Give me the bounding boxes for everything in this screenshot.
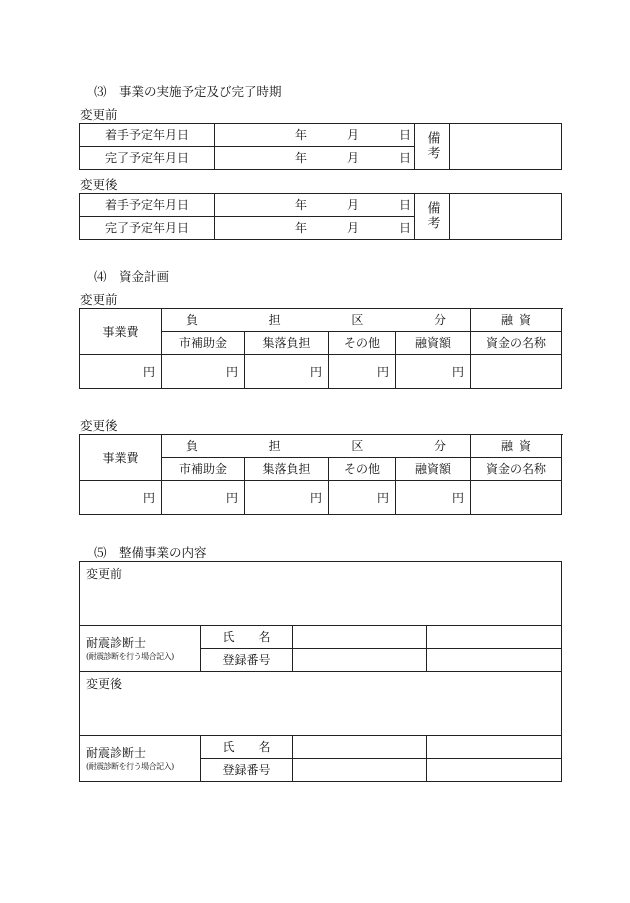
col-fund-name: 資金の名称 <box>471 332 562 355</box>
section4-before-label: 変更前 <box>80 292 118 307</box>
year-label: 年 <box>295 221 308 235</box>
remarks-label: 備考 <box>415 194 450 240</box>
registration-field-extra[interactable] <box>427 649 562 672</box>
month-label: 月 <box>347 221 360 235</box>
start-date-label: 着手予定年月日 <box>80 124 215 147</box>
col-loan-amount: 融資額 <box>396 332 471 355</box>
section5-heading: ⑸ 整備事業の内容 <box>94 545 207 560</box>
registration-field[interactable] <box>293 759 427 782</box>
jigyouhi-header: 事業費 <box>80 309 162 355</box>
name-label: 氏 名 <box>201 736 293 759</box>
diagnostician-label: 耐震診断士 <box>86 745 147 760</box>
year-label: 年 <box>295 198 308 212</box>
other-field[interactable]: 円 <box>329 355 396 389</box>
remarks-field[interactable] <box>450 194 562 240</box>
section3-heading: ⑶ 事業の実施予定及び完了時期 <box>94 84 282 99</box>
content-after-area[interactable] <box>80 672 562 736</box>
fund-name-field[interactable] <box>471 481 562 515</box>
start-date-label: 着手予定年月日 <box>80 194 215 217</box>
registration-label: 登録番号 <box>201 759 293 782</box>
col-other: その他 <box>329 458 396 481</box>
end-date-label: 完了予定年月日 <box>80 147 215 170</box>
funding-table-after <box>79 434 562 515</box>
funding-table-before <box>79 308 562 389</box>
fund-name-field[interactable] <box>471 355 562 389</box>
start-date-field[interactable] <box>215 124 415 147</box>
section4-heading: ⑷ 資金計画 <box>94 269 170 284</box>
day-label: 日 <box>399 151 412 165</box>
day-label: 日 <box>399 128 412 142</box>
diagnostician-cell <box>80 736 201 782</box>
futan-kubun-header: 負 担 区 分 <box>162 309 471 332</box>
loan-amount-field[interactable]: 円 <box>396 355 471 389</box>
other-field[interactable]: 円 <box>329 481 396 515</box>
name-field[interactable] <box>293 626 427 649</box>
city-subsidy-field[interactable]: 円 <box>162 355 245 389</box>
jigyouhi-header: 事業費 <box>80 435 162 481</box>
col-city-subsidy: 市補助金 <box>162 458 245 481</box>
cost-field[interactable]: 円 <box>80 355 162 389</box>
section3-before-label: 変更前 <box>80 107 118 122</box>
start-date-field[interactable] <box>215 194 415 217</box>
col-community-share: 集落負担 <box>245 332 329 355</box>
remarks-field[interactable] <box>450 124 562 170</box>
month-label: 月 <box>347 151 360 165</box>
name-field[interactable] <box>293 736 427 759</box>
year-label: 年 <box>295 151 308 165</box>
year-label: 年 <box>295 128 308 142</box>
day-label: 日 <box>399 221 412 235</box>
content-after-label: 変更後 <box>86 677 123 691</box>
end-date-field[interactable] <box>215 217 415 240</box>
col-city-subsidy: 市補助金 <box>162 332 245 355</box>
diagnostician-label: 耐震診断士 <box>86 635 147 650</box>
remarks-label: 備考 <box>415 124 450 170</box>
schedule-table-after <box>79 193 562 240</box>
futan-kubun-header: 負 担 区 分 <box>162 435 471 458</box>
yuushi-header: 融 資 <box>471 309 562 332</box>
content-before-area[interactable] <box>80 562 562 626</box>
month-label: 月 <box>347 128 360 142</box>
col-other: その他 <box>329 332 396 355</box>
community-share-field[interactable]: 円 <box>245 481 329 515</box>
end-date-label: 完了予定年月日 <box>80 217 215 240</box>
city-subsidy-field[interactable]: 円 <box>162 481 245 515</box>
col-community-share: 集落負担 <box>245 458 329 481</box>
registration-field-extra[interactable] <box>427 759 562 782</box>
content-table <box>79 561 562 782</box>
registration-field[interactable] <box>293 649 427 672</box>
name-label: 氏 名 <box>201 626 293 649</box>
diagnostician-note: (耐震診断を行う場合記入) <box>86 761 174 771</box>
name-field-extra[interactable] <box>427 736 562 759</box>
section3-after-label: 変更後 <box>80 177 118 192</box>
section4-after-label: 変更後 <box>80 418 118 433</box>
cost-field[interactable]: 円 <box>80 481 162 515</box>
end-date-field[interactable] <box>215 147 415 170</box>
col-fund-name: 資金の名称 <box>471 458 562 481</box>
col-loan-amount: 融資額 <box>396 458 471 481</box>
diagnostician-cell <box>80 626 201 672</box>
schedule-table-before <box>79 123 562 170</box>
content-before-label: 変更前 <box>86 567 123 581</box>
registration-label: 登録番号 <box>201 649 293 672</box>
yuushi-header: 融 資 <box>471 435 562 458</box>
community-share-field[interactable]: 円 <box>245 355 329 389</box>
day-label: 日 <box>399 198 412 212</box>
loan-amount-field[interactable]: 円 <box>396 481 471 515</box>
diagnostician-note: (耐震診断を行う場合記入) <box>86 651 174 661</box>
name-field-extra[interactable] <box>427 626 562 649</box>
month-label: 月 <box>347 198 360 212</box>
